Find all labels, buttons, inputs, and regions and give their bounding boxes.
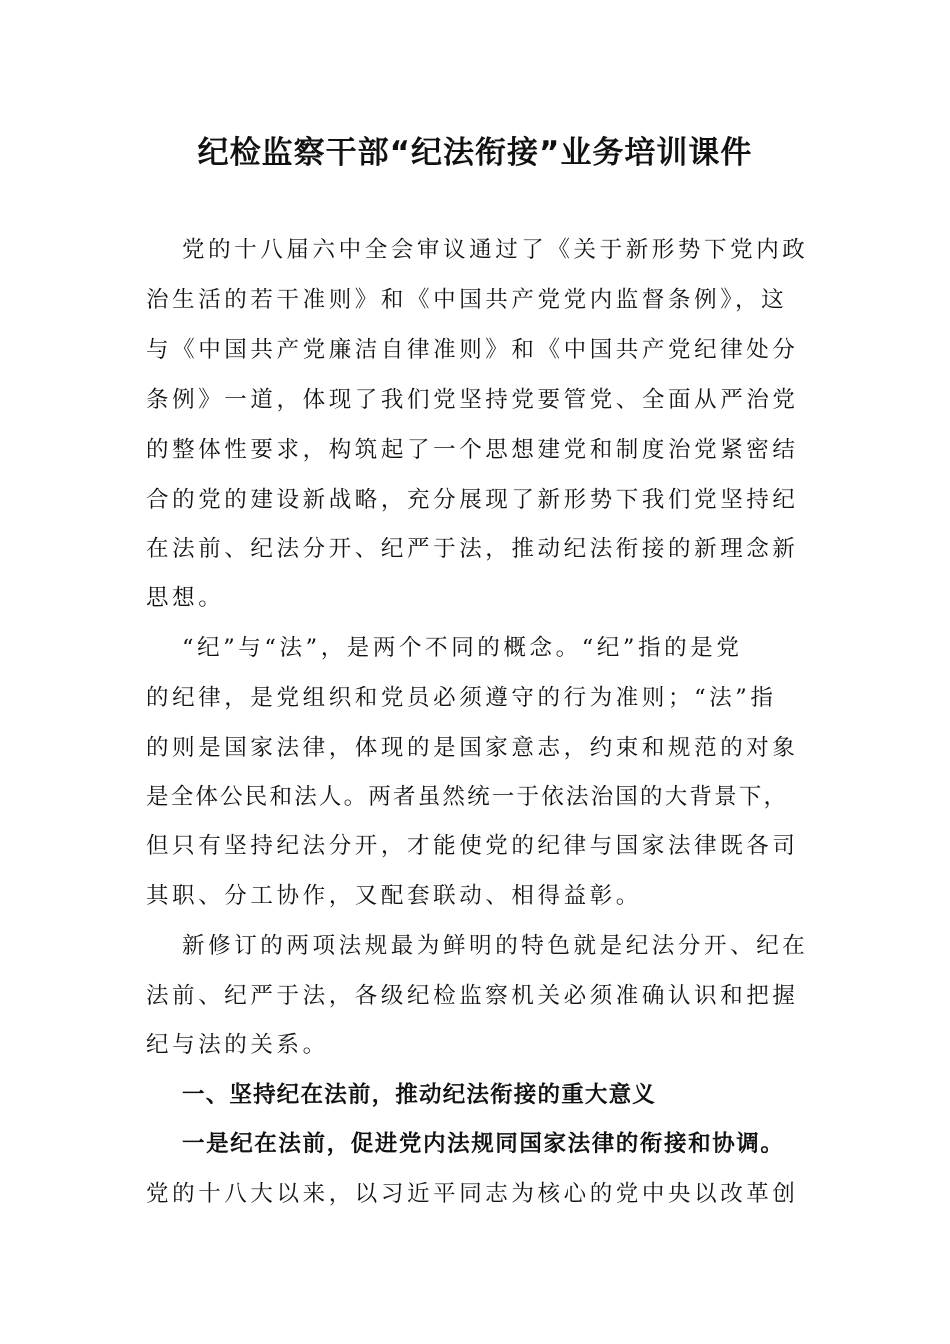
- paragraph-1-line-3: 与《中国共产党廉洁自律准则》和《中国共产党纪律处分: [146, 337, 799, 363]
- paragraph-1-line-8: 思想。: [146, 585, 225, 611]
- paragraph-1-line-4: 条例》一道，体现了我们党坚持党要管党、全面从严治党: [146, 387, 799, 413]
- paragraph-1-line-1: 党的十八届六中全会审议通过了《关于新形势下党内政: [182, 237, 809, 263]
- paragraph-1-line-6: 合的党的建设新战略，充分展现了新形势下我们党坚持纪: [146, 487, 799, 513]
- paragraph-1-line-2: 治生活的若干准则》和《中国共产党党内监督条例》，这: [146, 287, 788, 313]
- paragraph-3-line-3: 纪与法的关系。: [146, 1032, 329, 1058]
- paragraph-2-line-4: 是全体公民和法人。两者虽然统一于依法治国的大背景下，: [146, 784, 789, 810]
- document-title: 纪检监察干部“纪法衔接”业务培训课件: [197, 135, 753, 171]
- paragraph-2-line-2: 的纪律，是党组织和党员必须遵守的行为准则；“法”指: [146, 685, 777, 711]
- paragraph-3-line-1: 新修订的两项法规最为鲜明的特色就是纪法分开、纪在: [182, 933, 809, 959]
- paragraph-3-line-2: 法前、纪严于法，各级纪检监察机关必须准确认识和把握: [146, 983, 799, 1009]
- paragraph-2-line-6: 其职、分工协作，又配套联动、相得益彰。: [146, 883, 642, 909]
- paragraph-1-line-5: 的整体性要求，构筑起了一个思想建党和制度治党紧密结: [146, 437, 799, 463]
- paragraph-1-line-7: 在法前、纪法分开、纪严于法，推动纪法衔接的新理念新: [146, 536, 799, 562]
- paragraph-4-line-1: 党的十八大以来，以习近平同志为核心的党中央以改革创: [146, 1181, 799, 1207]
- section-heading-1: 一、坚持纪在法前，推动纪法衔接的重大意义: [182, 1082, 657, 1108]
- paragraph-2-line-5: 但只有坚持纪法分开，才能使党的纪律与国家法律既各司: [146, 833, 799, 859]
- subheading-1: 一是纪在法前，促进党内法规同国家法律的衔接和协调。: [182, 1131, 785, 1157]
- paragraph-2-line-3: 的则是国家法律，体现的是国家意志，约束和规范的对象: [146, 735, 799, 761]
- paragraph-2-line-1: “纪”与“法”，是两个不同的概念。“纪”指的是党: [182, 635, 743, 661]
